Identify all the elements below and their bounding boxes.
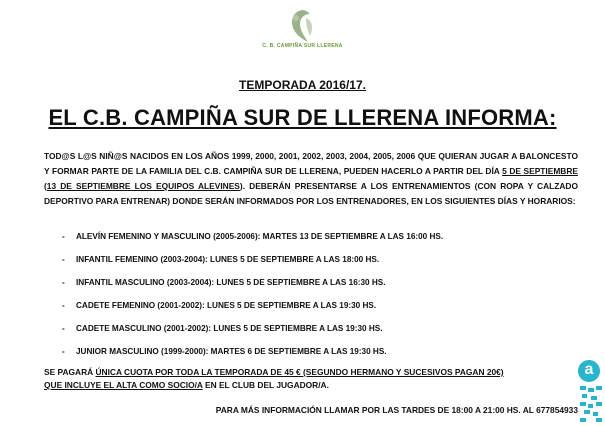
club-logo xyxy=(282,8,322,44)
fee-membership: QUE INCLUYE EL ALTA COMO SOCIO/A xyxy=(44,380,203,390)
bullet-dash: - xyxy=(62,301,65,310)
club-name-small: C. B. CAMPIÑA SUR LLERENA xyxy=(262,43,343,49)
intro-text-2: ( xyxy=(44,181,47,191)
bullet-dash: - xyxy=(62,324,65,333)
intro-date-1: 5 DE SEPTIEMBRE xyxy=(502,166,578,176)
fee-amount: ÚNICA CUOTA POR TODA LA TEMPORADA DE 45 € (SEGUNDO HERMANO Y SUCESIVOS PAGAN 20€) xyxy=(95,367,504,377)
schedule-text: CADETE FEMENINO (2001-2002): LUNES 5 DE SEPTIEMBRE A LAS 19:30 HS. xyxy=(76,301,377,310)
intro-date-2: 13 DE SEPTIEMBRE LOS EQUIPOS ALEVINES xyxy=(46,181,240,191)
bullet-dash: - xyxy=(62,278,65,287)
fee-text-1: SE PAGARÁ xyxy=(44,367,96,377)
bullet-dash: - xyxy=(62,255,65,264)
schedule-item xyxy=(62,324,383,333)
schedule-text: CADETE MASCULINO (2001-2002): LUNES 5 DE SEPTIEMBRE A LAS 19:30 HS. xyxy=(76,324,383,333)
schedule-item xyxy=(62,347,387,356)
bullet-dash: - xyxy=(62,232,65,241)
schedule-item xyxy=(62,232,443,241)
season-title: TEMPORADA 2016/17. xyxy=(239,78,366,92)
bullet-dash: - xyxy=(62,347,65,356)
intro-text-1: TOD@S L@S NIÑ@S NACIDOS EN LOS AÑOS 1999, 2000, 2001, 2002, 2003, 2004, 2005, 2006 QUE QUIERAN JUGAR A BALONCESTO Y FORMAR PARTE DE LA FAMILIA DEL C.B. CAMPIÑA SUR DE LLERENA, PUEDEN HACERLO A PARTIR DEL DÍA xyxy=(44,151,578,176)
contact-info: PARA MÁS INFORMACIÓN LLAMAR POR LAS TARDES DE 18:00 A 21:00 HS. AL 677854933 xyxy=(215,405,578,415)
fee-text-2: EN EL CLUB DEL JUGADOR/A. xyxy=(202,380,329,390)
decorative-dots-icon xyxy=(578,384,604,424)
headline: EL C.B. CAMPIÑA SUR DE LLERENA INFORMA: xyxy=(48,105,557,130)
corner-badge-icon[interactable]: a xyxy=(578,360,600,382)
schedule-item xyxy=(62,301,376,310)
schedule-item xyxy=(62,255,379,264)
fee-paragraph xyxy=(44,366,584,392)
intro-paragraph xyxy=(44,149,578,209)
schedule-text: ALEVÍN FEMENINO Y MASCULINO (2005-2006): MARTES 13 DE SEPTIEMBRE A LAS 16:00 HS. xyxy=(76,232,444,241)
intro-text-3: ). DEBERÁN PRESENTARSE A LOS ENTRENAMIENTOS (CON ROPA Y CALZADO DEPORTIVO PARA ENTRENAR) DONDE SERÁN INFORMADOS POR LOS ENTRENADORES, EN LOS SIGUIENTES DÍAS Y HORARIOS: xyxy=(44,181,578,206)
schedule-text: INFANTIL FEMENINO (2003-2004): LUNES 5 DE SEPTIEMBRE A LAS 18:00 HS. xyxy=(76,255,380,264)
schedule-text: INFANTIL MASCULINO (2003-2004): LUNES 5 DE SEPTIEMBRE A LAS 16:30 HS. xyxy=(76,278,386,287)
schedule-item xyxy=(62,278,386,287)
schedule-text: JUNIOR MASCULINO (1999-2000): MARTES 6 DE SEPTIEMBRE A LAS 19:30 HS. xyxy=(76,347,387,356)
